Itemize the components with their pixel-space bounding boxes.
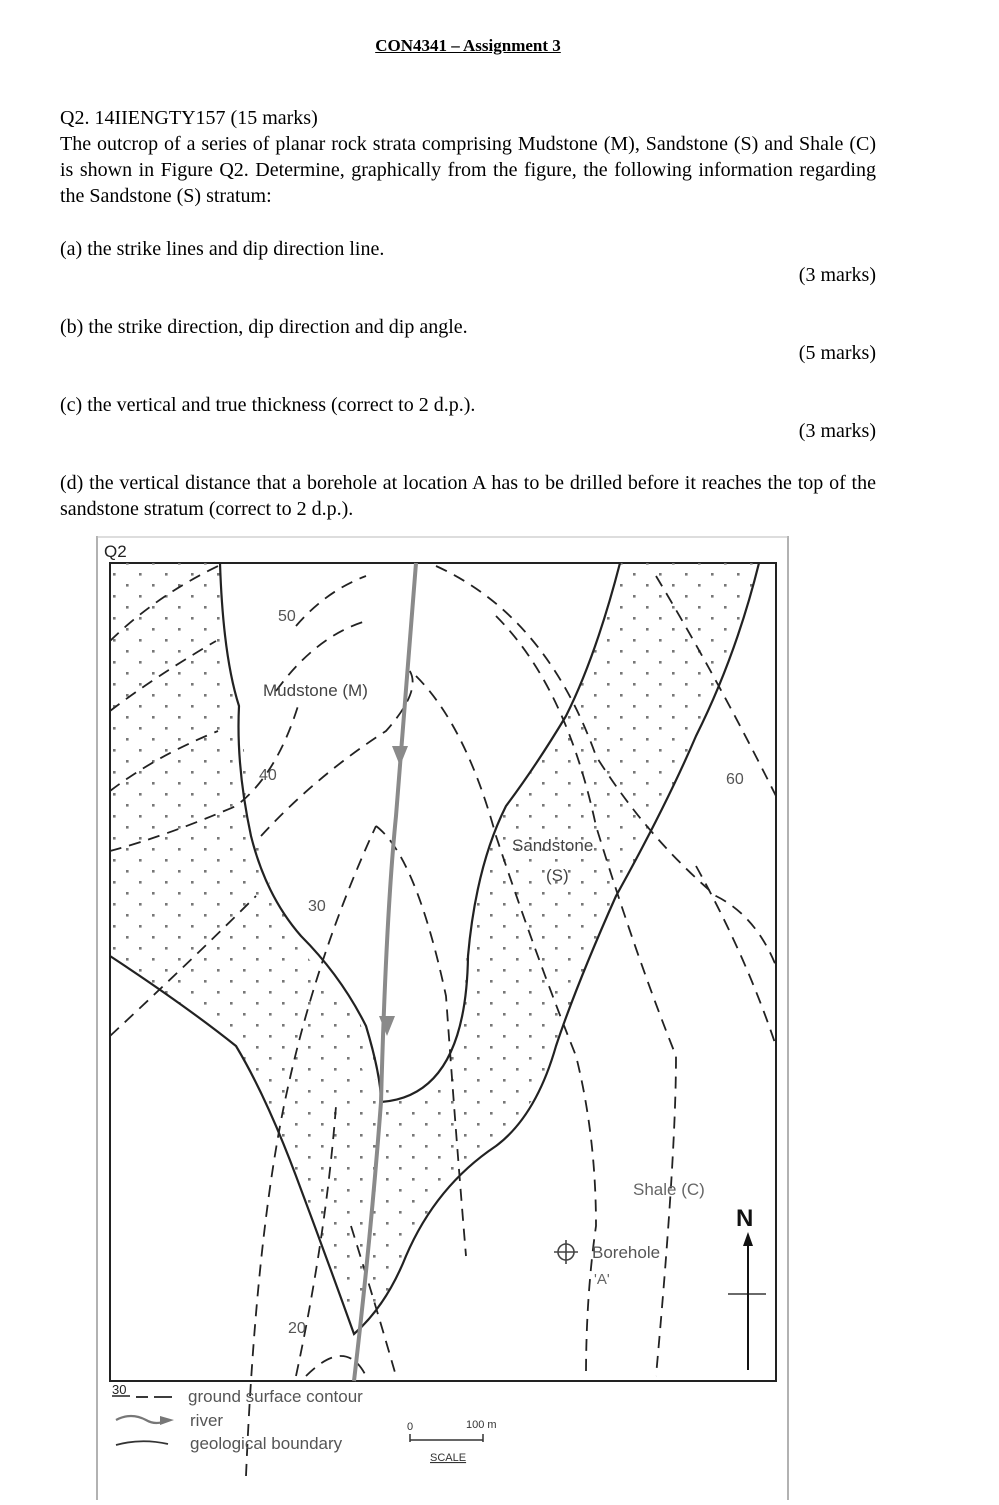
contour-60b-east	[696, 866, 776, 1046]
part-a: (a) the strike lines and dip direction line.	[60, 238, 385, 260]
contour-label-60: 60	[726, 771, 744, 788]
part-b-marks: (5 marks)	[798, 342, 876, 364]
legend-contour: ground surface contour	[188, 1387, 363, 1406]
contour-label-50: 50	[278, 608, 296, 625]
shale-label: Shale (C)	[633, 1180, 705, 1199]
scale-end: 100 m	[466, 1419, 497, 1431]
part-d: (d) the vertical distance that a borehole at location A has to be drilled before it reaches the top of the sandstone stratum (correct to 2 d.p.).	[60, 472, 876, 520]
scale-label: SCALE	[430, 1452, 467, 1464]
contour-label-20: 20	[288, 1320, 306, 1337]
contour-label-40: 40	[259, 767, 277, 784]
question-intro: The outcrop of a series of planar rock strata comprising Mudstone (M), Sandstone (S) and Shale (C) is shown in Figure Q2. Determine, graphically from the figure, the following information regarding the Sandstone (S) stratum:	[60, 133, 876, 207]
geology-figure	[96, 536, 790, 1500]
legend-river: river	[190, 1411, 224, 1430]
borehole-code: 'A'	[594, 1271, 610, 1288]
north-arrow-icon	[728, 1232, 766, 1370]
mudstone-label: Mudstone (M)	[263, 681, 368, 700]
north-label: N	[736, 1205, 754, 1232]
figure-label: Q2	[104, 542, 127, 561]
question-heading: Q2. 14IIENGTY157 (15 marks)	[60, 107, 318, 129]
page-title: CON4341 – Assignment 3	[375, 36, 561, 55]
scale-bar-icon	[410, 1434, 483, 1442]
sandstone-code-label: (S)	[546, 866, 569, 885]
scale-zero: 0	[407, 1421, 414, 1433]
part-c: (c) the vertical and true thickness (correct to 2 d.p.).	[60, 394, 476, 416]
part-b: (b) the strike direction, dip direction and dip angle.	[60, 316, 468, 338]
legend-contour-value: 30	[112, 1382, 127, 1397]
legend-boundary-icon	[116, 1441, 168, 1445]
borehole-symbol-icon	[554, 1240, 578, 1264]
legend-river-icon	[116, 1416, 174, 1425]
borehole-label: Borehole	[592, 1243, 661, 1262]
river-arrow-1	[392, 746, 408, 766]
contour-50	[296, 576, 366, 626]
part-a-marks: (3 marks)	[798, 264, 876, 286]
part-c-marks: (3 marks)	[798, 420, 876, 442]
contour-label-30: 30	[308, 898, 326, 915]
sandstone-label: Sandstone	[512, 836, 594, 855]
legend-boundary: geological boundary	[190, 1434, 343, 1453]
